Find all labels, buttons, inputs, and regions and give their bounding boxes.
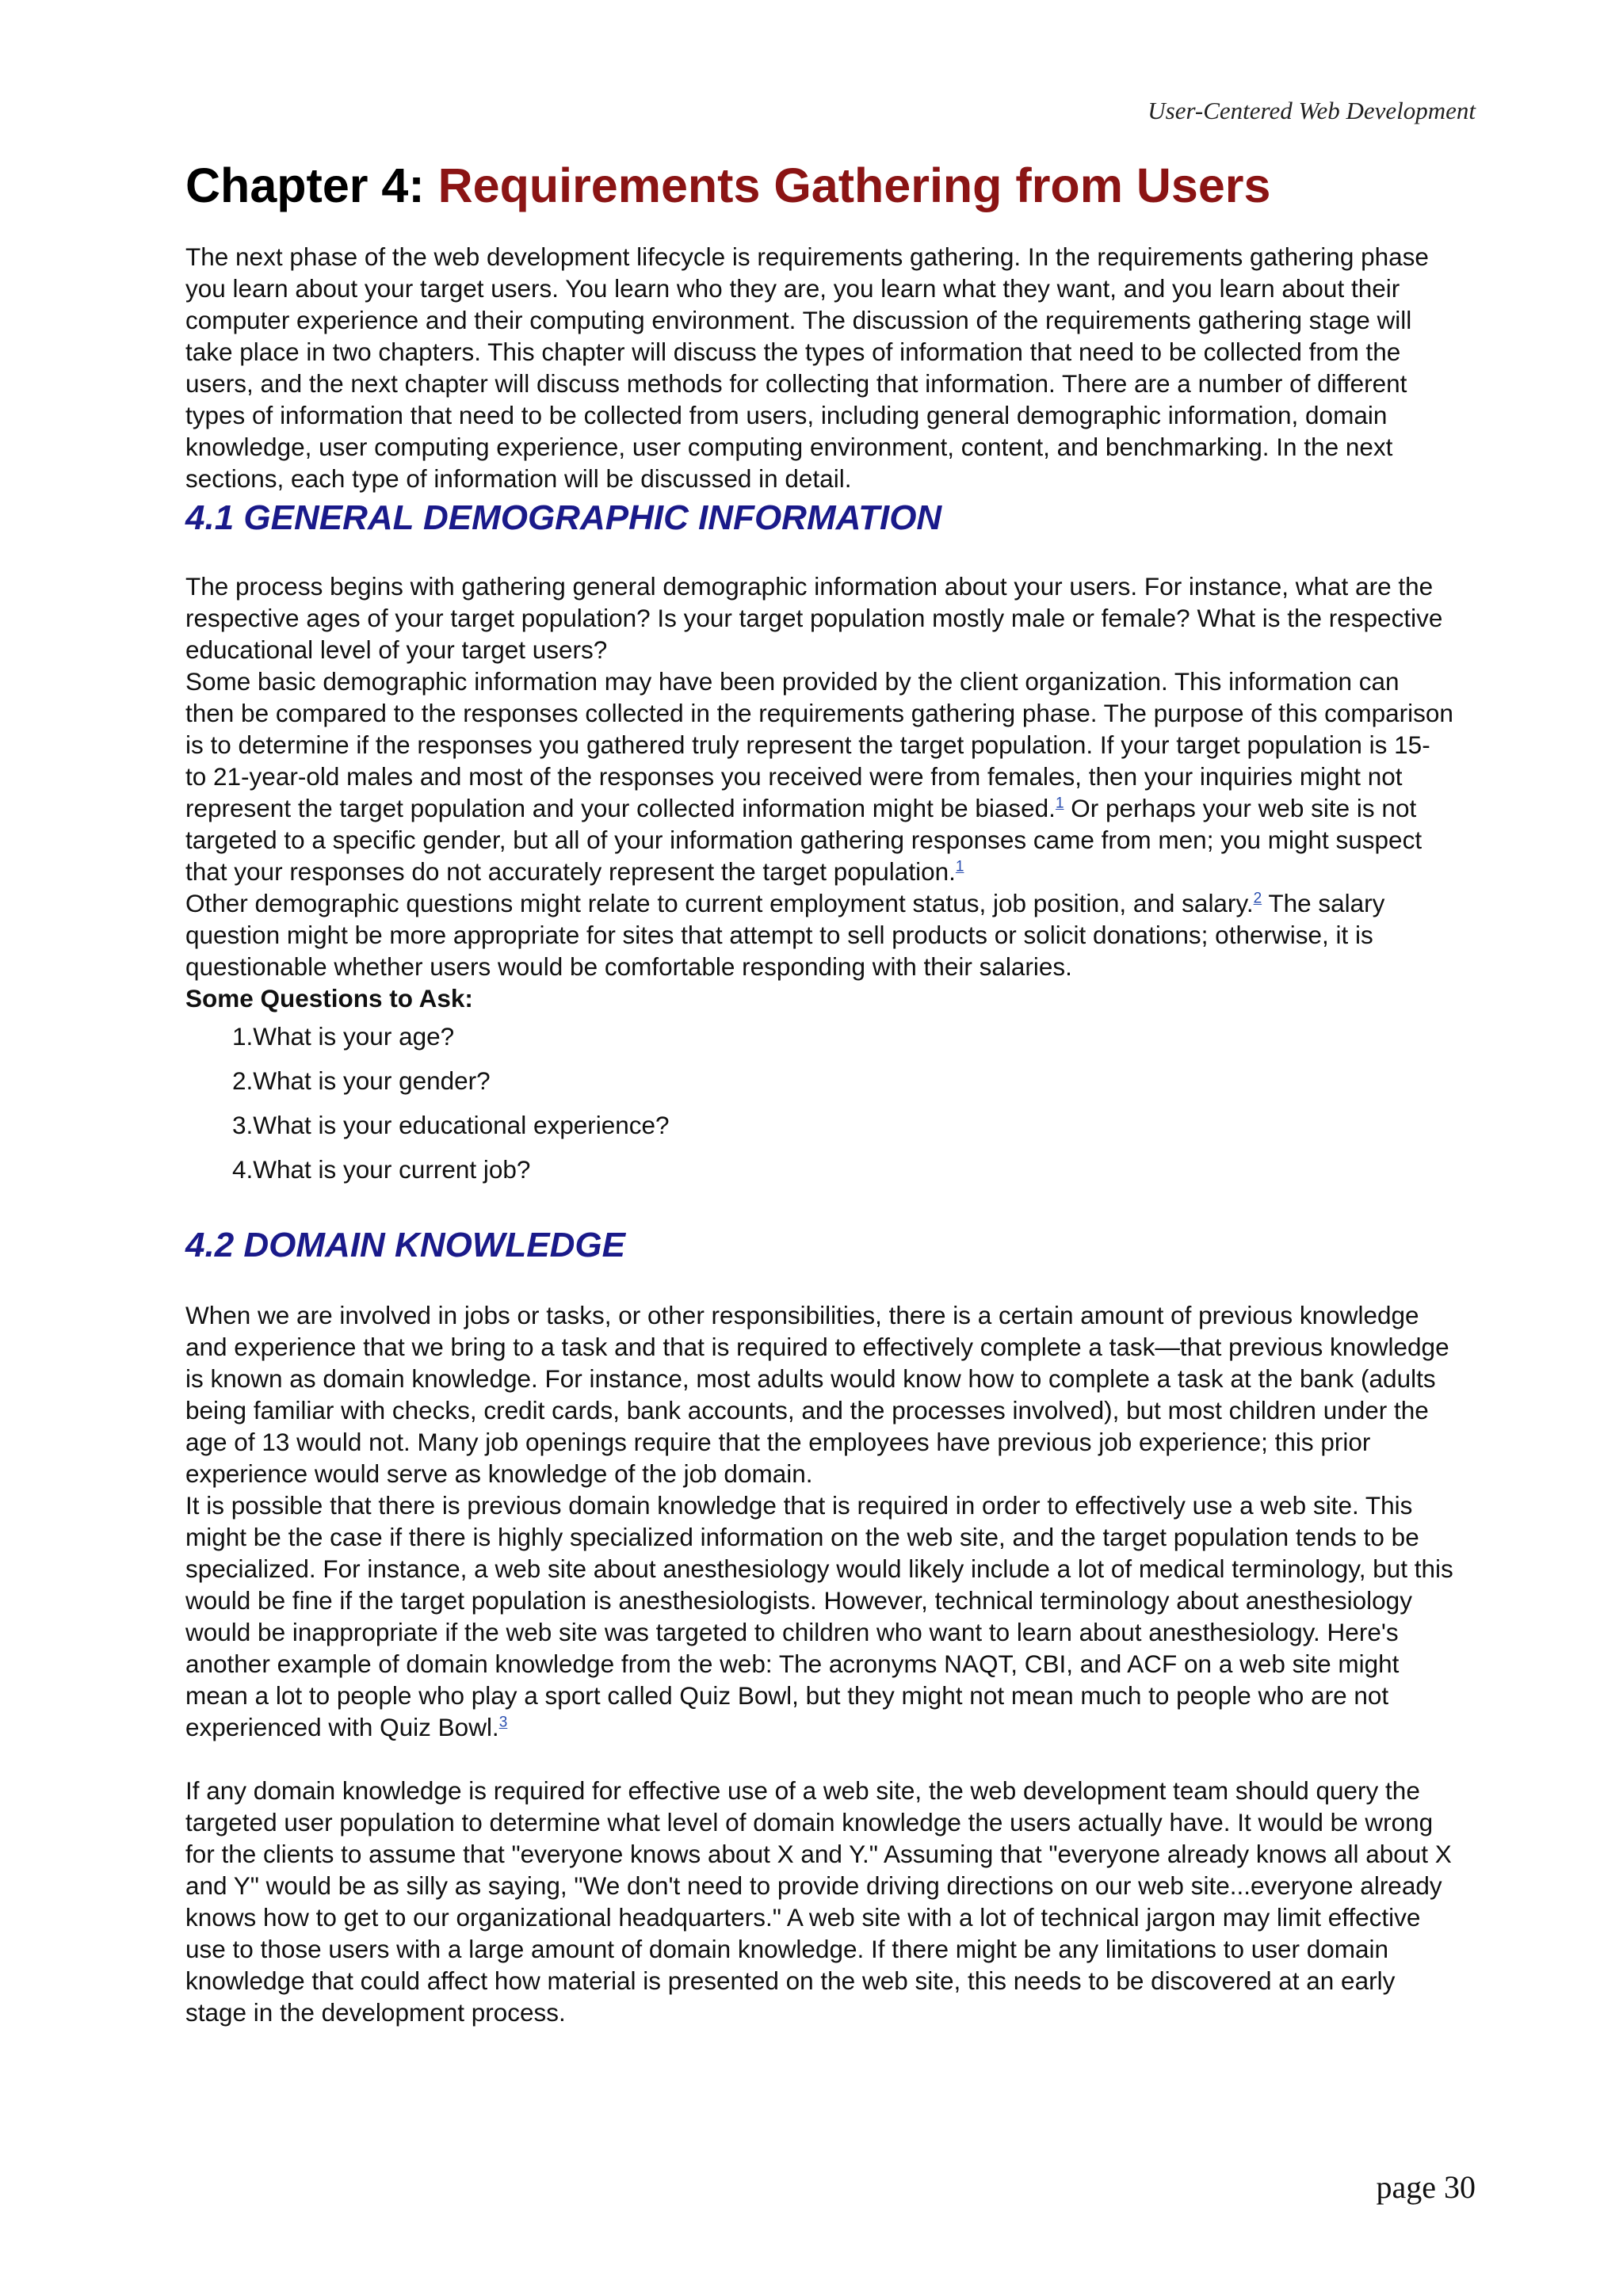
section-heading-4-2: 4.2 DOMAIN KNOWLEDGE [185, 1226, 625, 1264]
chapter-prefix: Chapter 4: [185, 158, 438, 212]
chapter-title [185, 155, 1453, 215]
chapter-name: Requirements Gathering from Users [437, 158, 1271, 212]
demographic-paragraph-2-part-b: Or perhaps your web site is not targeted to a specific gender, but all of your information gathering responses came from men; you might suspect that your responses do not accurately represent the target population. [185, 794, 1423, 886]
footnote-ref-2[interactable]: 2 [1253, 890, 1262, 907]
question-item: 1.What is your age? [232, 1022, 455, 1051]
domain-paragraph-2-text: It is possible that there is previous domain knowledge that is required in order to effectively use a web site. This might be the case if there is highly specialized information on the web site, and the target population tends to be specialized. For instance, a web site about anesthesiology would likely include a lot of medical terminology, but this would be fine if the target population is anesthesiologists. However, technical terminology about anesthesiology would be inappropriate if the web site was targeted to children who want to learn about anesthesiology. Here's another example of domain knowledge from the web: The acronyms NAQT, CBI, and ACF on a web site might mean a lot to people who play a sport called Quiz Bowl, but they might not mean much to people who are not experienced with Quiz Bowl. [185, 1491, 1453, 1741]
section-heading-4-1: 4.1 GENERAL DEMOGRAPHIC INFORMATION [185, 498, 942, 537]
domain-paragraph-3: If any domain knowledge is required for effective use of a web site, the web development team should query the targeted user population to determine what level of domain knowledge the users actually have. It would be wrong for the clients to assume that "everyone knows about X and Y." Assuming that "everyone already knows all about X and Y" would be as silly as saying, "We don't need to provide driving directions on our web site...everyone already knows how to get to our organizational headquarters." A web site with a lot of technical jargon may limit effective use to those users with a large amount of domain knowledge. If there might be any limitations to user domain knowledge that could affect how material is presented on the web site, this needs to be discovered at an early stage in the development process. [185, 1776, 1452, 2027]
questions-label: Some Questions to Ask: [185, 984, 473, 1013]
running-header: User-Centered Web Development [1148, 97, 1476, 124]
question-item: 3.What is your educational experience? [232, 1111, 670, 1139]
demographic-paragraph-3-part-b: The salary question might be more appropriate for sites that attempt to sell products or solicit donations; otherwise, it is questionable whether users would be comfortable responding with their salaries. [185, 889, 1385, 981]
demographic-paragraph-3 [185, 887, 1453, 982]
chapter-intro-paragraph: The next phase of the web development lifecycle is requirements gathering. In the requirements gathering phase you learn about your target users. You learn who they are, you learn what they want, and you learn about their computer experience and their computing environment. The discussion of the requirements gathering stage will take place in two chapters. This chapter will discuss the types of information that need to be collected from the users, and the next chapter will discuss methods for collecting that information. There are a number of different types of information that need to be collected from users, including general demographic information, domain knowledge, user computing experience, user computing environment, content, and benchmarking. In the next sections, each type of information will be discussed in detail. [185, 242, 1429, 493]
demographic-paragraph-1: The process begins with gathering general demographic information about your users. For instance, what are the respective ages of your target population? Is your target population mostly male or female? What is the respective educational level of your target users? [185, 572, 1443, 664]
footnote-ref-1[interactable]: 1 [1055, 795, 1064, 812]
questions-list [185, 1014, 1453, 1192]
demographic-paragraph-3-part-a: Other demographic questions might relate to current employment status, job position, and salary. [185, 889, 1254, 917]
demographic-paragraph-2-part-a: Some basic demographic information may have been provided by the client organization. This information can then be compared to the responses collected in the requirements gathering phase. The purpose of this comparison is to determine if the responses you gathered truly represent the target population. If your target population is 15- to 21-year-old males and most of the responses you received were from females, then your inquiries might not represent the target population and your collected information might be biased. [185, 667, 1453, 822]
footnote-ref-1-second[interactable]: 1 [955, 858, 964, 875]
page-content [185, 155, 1453, 2028]
question-item: 2.What is your gender? [232, 1066, 491, 1095]
demographic-paragraph-2 [185, 666, 1453, 887]
question-item: 4.What is your current job? [232, 1155, 531, 1184]
page-number: page 30 [1376, 2169, 1476, 2205]
footnote-ref-3[interactable]: 3 [498, 1714, 508, 1731]
domain-paragraph-2 [185, 1489, 1453, 1743]
domain-paragraph-1: When we are involved in jobs or tasks, or other responsibilities, there is a certain amount of previous knowledge and experience that we bring to a task and that is required to effectively complete a task—that previous knowledge is known as domain knowledge. For instance, most adults would know how to complete a task at the bank (adults being familiar with checks, credit cards, bank accounts, and the processes involved), but most children under the age of 13 would not. Many job openings require that the employees have previous job experience; this prior experience would serve as knowledge of the job domain. [185, 1301, 1449, 1488]
